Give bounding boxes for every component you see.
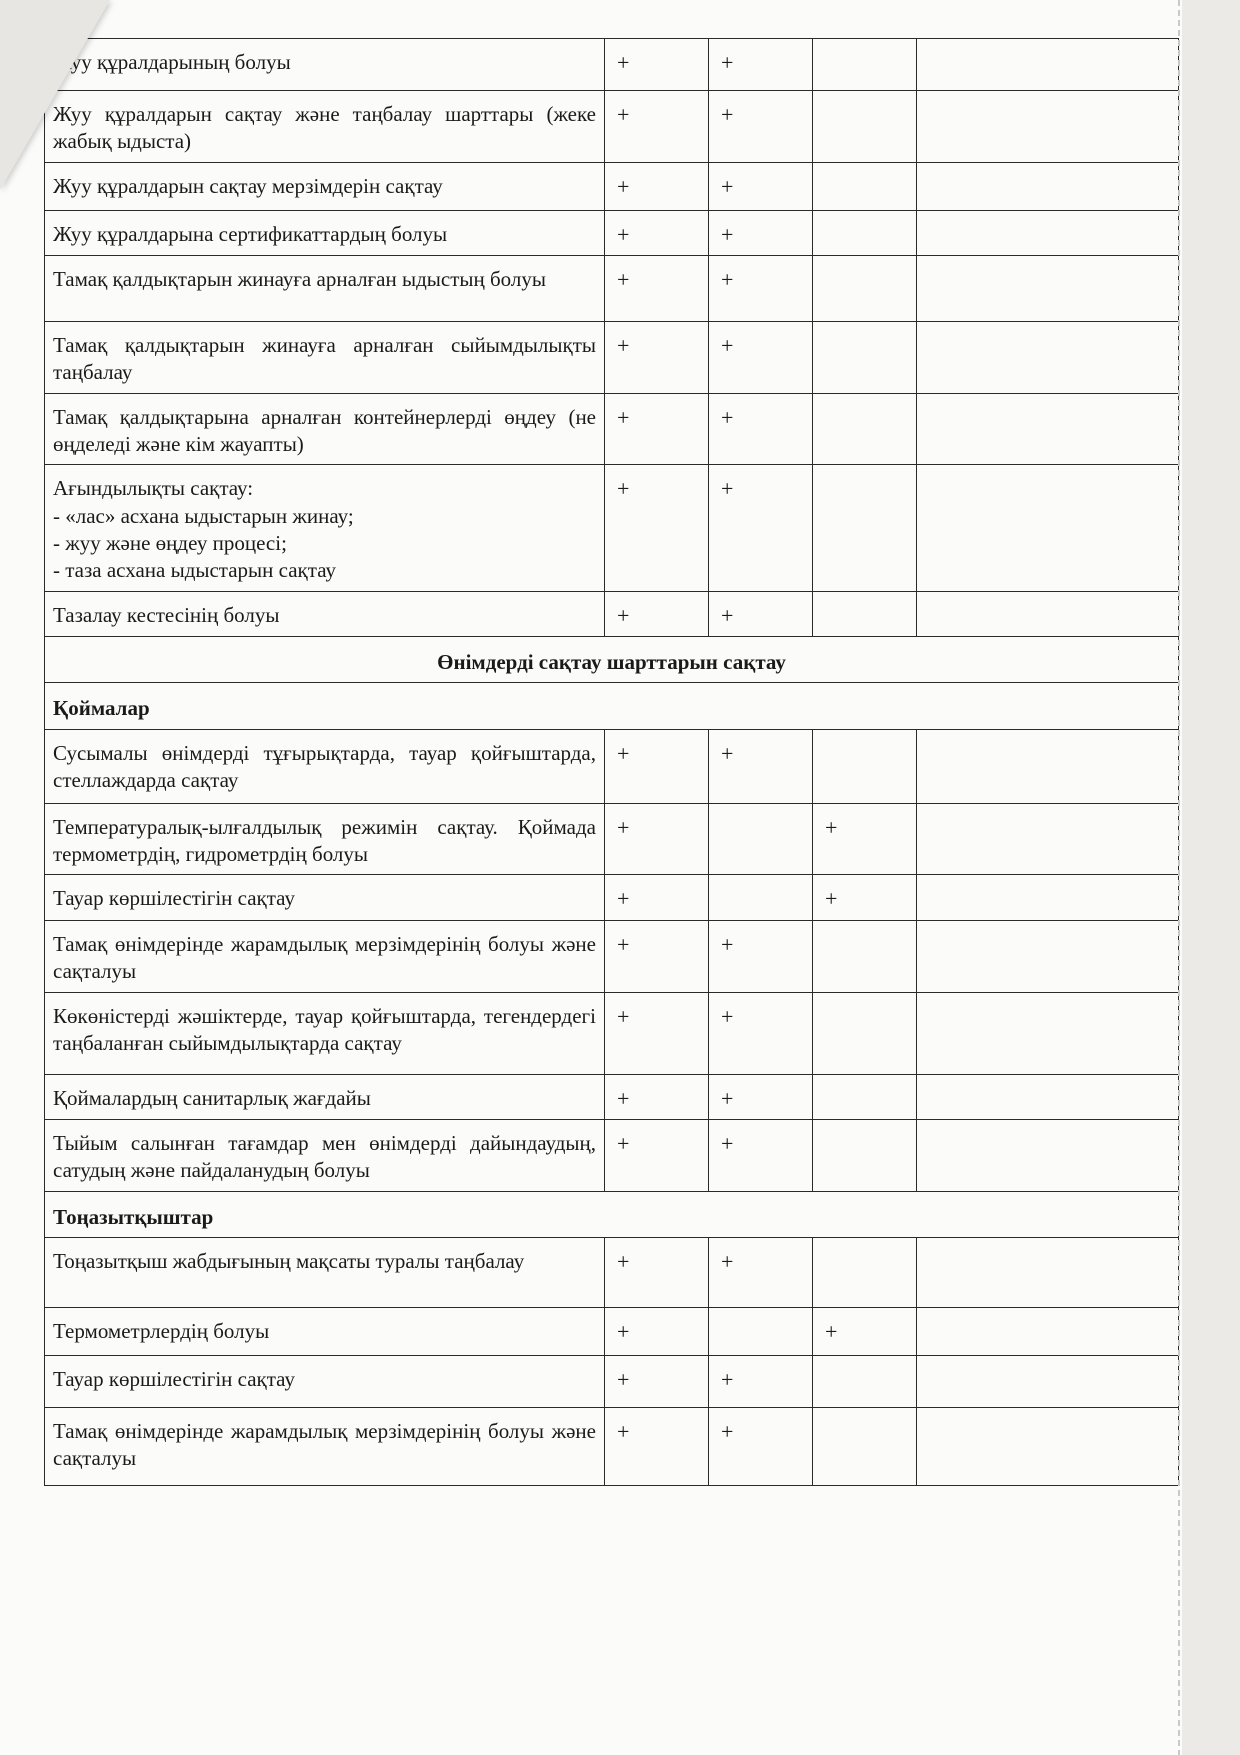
mark-cell-col-1: +: [605, 1356, 709, 1408]
mark-cell-col-2: +: [709, 39, 813, 91]
table-row: [45, 322, 1179, 394]
table-row: [45, 875, 1179, 921]
requirement-cell: Тауар көршілестігін сақтау: [45, 1356, 605, 1408]
table-row: [45, 465, 1179, 591]
table-row: [45, 1238, 1179, 1308]
mark-cell-col-1: +: [605, 256, 709, 322]
mark-cell-col-3: [813, 591, 917, 637]
requirement-cell: Тыйым салынған тағамдар мен өнімдерді дайындаудың, сатудың және пайдаланудың болуы: [45, 1120, 605, 1192]
requirement-cell: Тамақ қалдықтарын жинауға арналған ыдыстың болуы: [45, 256, 605, 322]
mark-cell-col-4: [917, 1308, 1179, 1356]
mark-cell-col-3: [813, 729, 917, 803]
mark-cell-col-2: +: [709, 1356, 813, 1408]
mark-cell-col-2: +: [709, 1120, 813, 1192]
mark-cell-col-3: [813, 1120, 917, 1192]
mark-cell-col-2: +: [709, 920, 813, 992]
table-row: [45, 729, 1179, 803]
requirement-cell: Жуу құралдарын сақтау мерзімдерін сақтау: [45, 162, 605, 210]
requirement-cell: Жуу құралдарын сақтау және таңбалау шарттары (жеке жабық ыдыста): [45, 91, 605, 163]
requirement-cell: Тауар көршілестігін сақтау: [45, 875, 605, 921]
mark-cell-col-2: +: [709, 1238, 813, 1308]
mark-cell-col-1: +: [605, 875, 709, 921]
mark-cell-col-3: [813, 1074, 917, 1120]
mark-cell-col-1: +: [605, 91, 709, 163]
table-row: [45, 1074, 1179, 1120]
mark-cell-col-1: +: [605, 1408, 709, 1486]
mark-cell-col-4: [917, 162, 1179, 210]
mark-cell-col-1: +: [605, 1074, 709, 1120]
page-edge: [1178, 0, 1180, 1755]
scanner-background: [1182, 0, 1240, 1755]
mark-cell-col-4: [917, 1120, 1179, 1192]
mark-cell-col-4: [917, 591, 1179, 637]
mark-cell-col-2: +: [709, 591, 813, 637]
checklist-table-body: [45, 39, 1179, 1486]
mark-cell-col-1: +: [605, 393, 709, 465]
requirement-cell: [45, 465, 605, 591]
mark-cell-col-2: [709, 1308, 813, 1356]
mark-cell-col-3: [813, 256, 917, 322]
table-row: [45, 992, 1179, 1074]
table-row: [45, 803, 1179, 875]
requirement-cell: Сусымалы өнімдерді тұғырықтарда, тауар қойғыштарда, стеллаждарда сақтау: [45, 729, 605, 803]
table-row: [45, 920, 1179, 992]
requirement-cell: Тамақ өнімдерінде жарамдылық мерзімдерінің болуы және сақталуы: [45, 1408, 605, 1486]
table-row: [45, 393, 1179, 465]
mark-cell-col-1: +: [605, 803, 709, 875]
table-row: [45, 1120, 1179, 1192]
mark-cell-col-4: [917, 91, 1179, 163]
mark-cell-col-2: +: [709, 1074, 813, 1120]
mark-cell-col-1: +: [605, 591, 709, 637]
requirement-cell: Термометрлердің болуы: [45, 1308, 605, 1356]
mark-cell-col-1: +: [605, 465, 709, 591]
mark-cell-col-4: [917, 210, 1179, 256]
requirement-line: Ағындылықты сақтау:: [53, 476, 254, 501]
mark-cell-col-4: [917, 1408, 1179, 1486]
mark-cell-col-3: [813, 210, 917, 256]
mark-cell-col-4: [917, 393, 1179, 465]
mark-cell-col-3: [813, 39, 917, 91]
mark-cell-col-2: [709, 875, 813, 921]
mark-cell-col-1: +: [605, 992, 709, 1074]
mark-cell-col-2: +: [709, 162, 813, 210]
table-row: [45, 1408, 1179, 1486]
mark-cell-col-4: [917, 256, 1179, 322]
subsection-heading-row: [45, 683, 1179, 729]
mark-cell-col-4: [917, 992, 1179, 1074]
mark-cell-col-3: +: [813, 803, 917, 875]
mark-cell-col-4: [917, 803, 1179, 875]
table-row: [45, 591, 1179, 637]
mark-cell-col-4: [917, 1356, 1179, 1408]
requirement-cell: Көкөністерді жәшіктерде, тауар қойғыштарда, тегендердегі таңбаланған сыйымдылықтарда сақтау: [45, 992, 605, 1074]
folded-corner: [0, 0, 110, 190]
requirement-cell: Жуу құралдарының болуы: [45, 39, 605, 91]
table-row: [45, 1308, 1179, 1356]
mark-cell-col-3: [813, 920, 917, 992]
mark-cell-col-3: [813, 1356, 917, 1408]
requirement-cell: Тазалау кестесінің болуы: [45, 591, 605, 637]
mark-cell-col-2: +: [709, 210, 813, 256]
mark-cell-col-1: +: [605, 1308, 709, 1356]
section-heading-row: [45, 637, 1179, 683]
mark-cell-col-1: +: [605, 322, 709, 394]
mark-cell-col-2: +: [709, 992, 813, 1074]
mark-cell-col-3: [813, 992, 917, 1074]
table-row: [45, 256, 1179, 322]
mark-cell-col-2: +: [709, 465, 813, 591]
table-row: [45, 91, 1179, 163]
subsection-title: Қоймалар: [45, 683, 1179, 729]
mark-cell-col-1: +: [605, 1120, 709, 1192]
mark-cell-col-4: [917, 1074, 1179, 1120]
subsection-title: Тоңазытқыштар: [45, 1191, 1179, 1237]
requirement-cell: Температуралық-ылғалдылық режимін сақтау. Қоймада термометрдің, гидрометрдің болуы: [45, 803, 605, 875]
mark-cell-col-1: +: [605, 39, 709, 91]
mark-cell-col-2: +: [709, 322, 813, 394]
table-row: [45, 162, 1179, 210]
mark-cell-col-1: +: [605, 162, 709, 210]
mark-cell-col-3: [813, 91, 917, 163]
mark-cell-col-2: +: [709, 91, 813, 163]
mark-cell-col-3: [813, 322, 917, 394]
requirement-line: - «лас» асхана ыдыстарын жинау;: [53, 503, 354, 528]
section-title: Өнімдерді сақтау шарттарын сақтау: [45, 637, 1179, 683]
mark-cell-col-4: [917, 875, 1179, 921]
requirement-cell: Тоңазытқыш жабдығының мақсаты туралы таңбалау: [45, 1238, 605, 1308]
mark-cell-col-3: [813, 465, 917, 591]
requirement-cell: Тамақ өнімдерінде жарамдылық мерзімдерінің болуы және сақталуы: [45, 920, 605, 992]
mark-cell-col-2: +: [709, 729, 813, 803]
mark-cell-col-1: +: [605, 920, 709, 992]
requirement-cell: Жуу құралдарына сертификаттардың болуы: [45, 210, 605, 256]
table-row: [45, 1356, 1179, 1408]
requirement-line: - таза асхана ыдыстарын сақтау: [53, 558, 336, 583]
table-row: [45, 39, 1179, 91]
requirement-cell: Қоймалардың санитарлық жағдайы: [45, 1074, 605, 1120]
mark-cell-col-1: +: [605, 729, 709, 803]
mark-cell-col-4: [917, 39, 1179, 91]
mark-cell-col-2: +: [709, 1408, 813, 1486]
mark-cell-col-3: [813, 1408, 917, 1486]
mark-cell-col-3: [813, 1238, 917, 1308]
mark-cell-col-3: +: [813, 1308, 917, 1356]
mark-cell-col-4: [917, 920, 1179, 992]
checklist-table: [44, 38, 1179, 1486]
mark-cell-col-4: [917, 465, 1179, 591]
requirement-cell: Тамақ қалдықтарын жинауға арналған сыйымдылықты таңбалау: [45, 322, 605, 394]
mark-cell-col-2: [709, 803, 813, 875]
requirement-line: - жуу және өңдеу процесі;: [53, 530, 287, 555]
mark-cell-col-2: +: [709, 256, 813, 322]
requirement-cell: Тамақ қалдықтарына арналған контейнерлерді өңдеу (не өңделеді және кім жауапты): [45, 393, 605, 465]
table-row: [45, 210, 1179, 256]
subsection-heading-row: [45, 1191, 1179, 1237]
mark-cell-col-4: [917, 1238, 1179, 1308]
mark-cell-col-1: +: [605, 210, 709, 256]
mark-cell-col-2: +: [709, 393, 813, 465]
mark-cell-col-3: [813, 393, 917, 465]
mark-cell-col-3: +: [813, 875, 917, 921]
mark-cell-col-3: [813, 162, 917, 210]
mark-cell-col-4: [917, 322, 1179, 394]
mark-cell-col-4: [917, 729, 1179, 803]
mark-cell-col-1: +: [605, 1238, 709, 1308]
